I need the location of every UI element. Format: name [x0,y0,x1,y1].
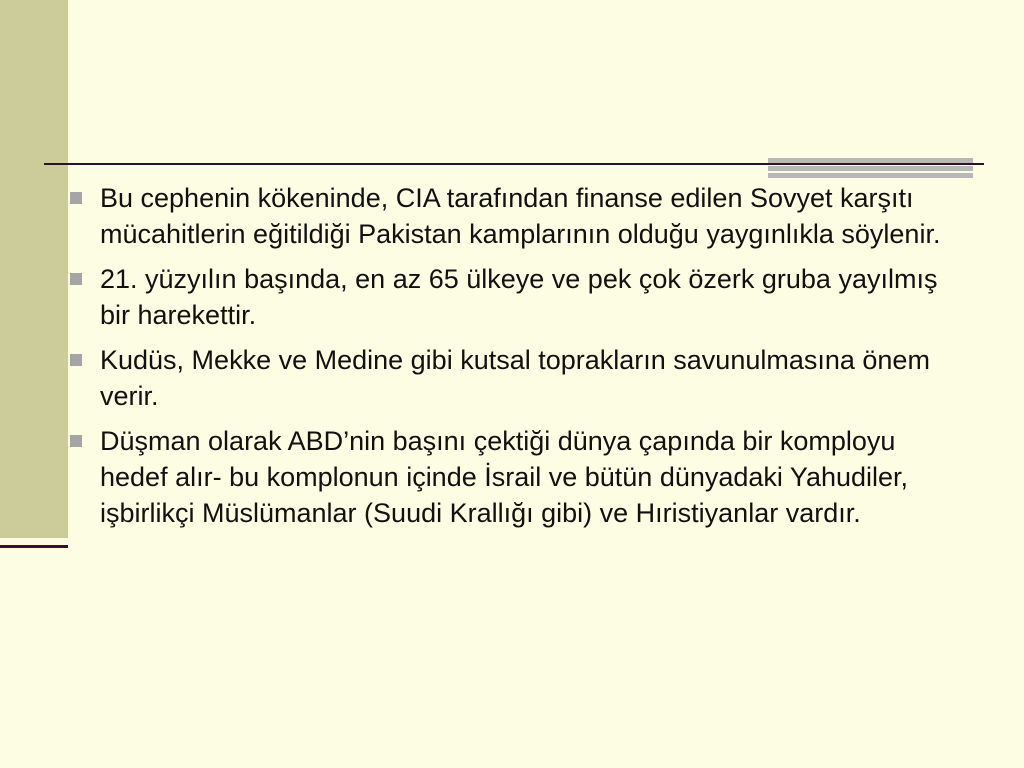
square-bullet-icon [70,435,82,447]
left-divider-line [0,545,68,548]
accent-stripes [768,158,973,178]
accent-stripe [768,166,973,171]
square-bullet-icon [70,354,82,366]
accent-stripe [768,173,973,178]
bullet-text: Bu cephenin kökeninde, CIA tarafından finanse edilen Sovyet karşıtı mücahitlerin eğitildiği Pakistan kamplarının olduğu yaygınlıkla söylenir. [100,183,941,249]
bullet-item [70,261,970,333]
left-decorative-band [0,0,68,538]
slide-body [70,180,970,540]
bullet-text: Düşman olarak ABD’nin başını çektiği dünya çapında bir komployu hedef alır- bu komplonun içinde İsrail ve bütün dünyadaki Yahudiler, işbirlikçi Müslümanlar (Suudi Krallığı gibi) ve Hıristiyanlar vardır. [100,426,909,528]
square-bullet-icon [70,192,82,204]
accent-stripe [768,158,973,163]
bullet-item [70,180,970,252]
bullet-item [70,423,970,531]
bullet-item [70,342,970,414]
bullet-text: 21. yüzyılın başında, en az 65 ülkeye ve pek çok özerk gruba yayılmış bir harekettir. [100,264,938,330]
square-bullet-icon [70,273,82,285]
bullet-list [70,180,970,531]
bullet-text: Kudüs, Mekke ve Medine gibi kutsal toprakların savunulmasına önem verir. [100,345,930,411]
